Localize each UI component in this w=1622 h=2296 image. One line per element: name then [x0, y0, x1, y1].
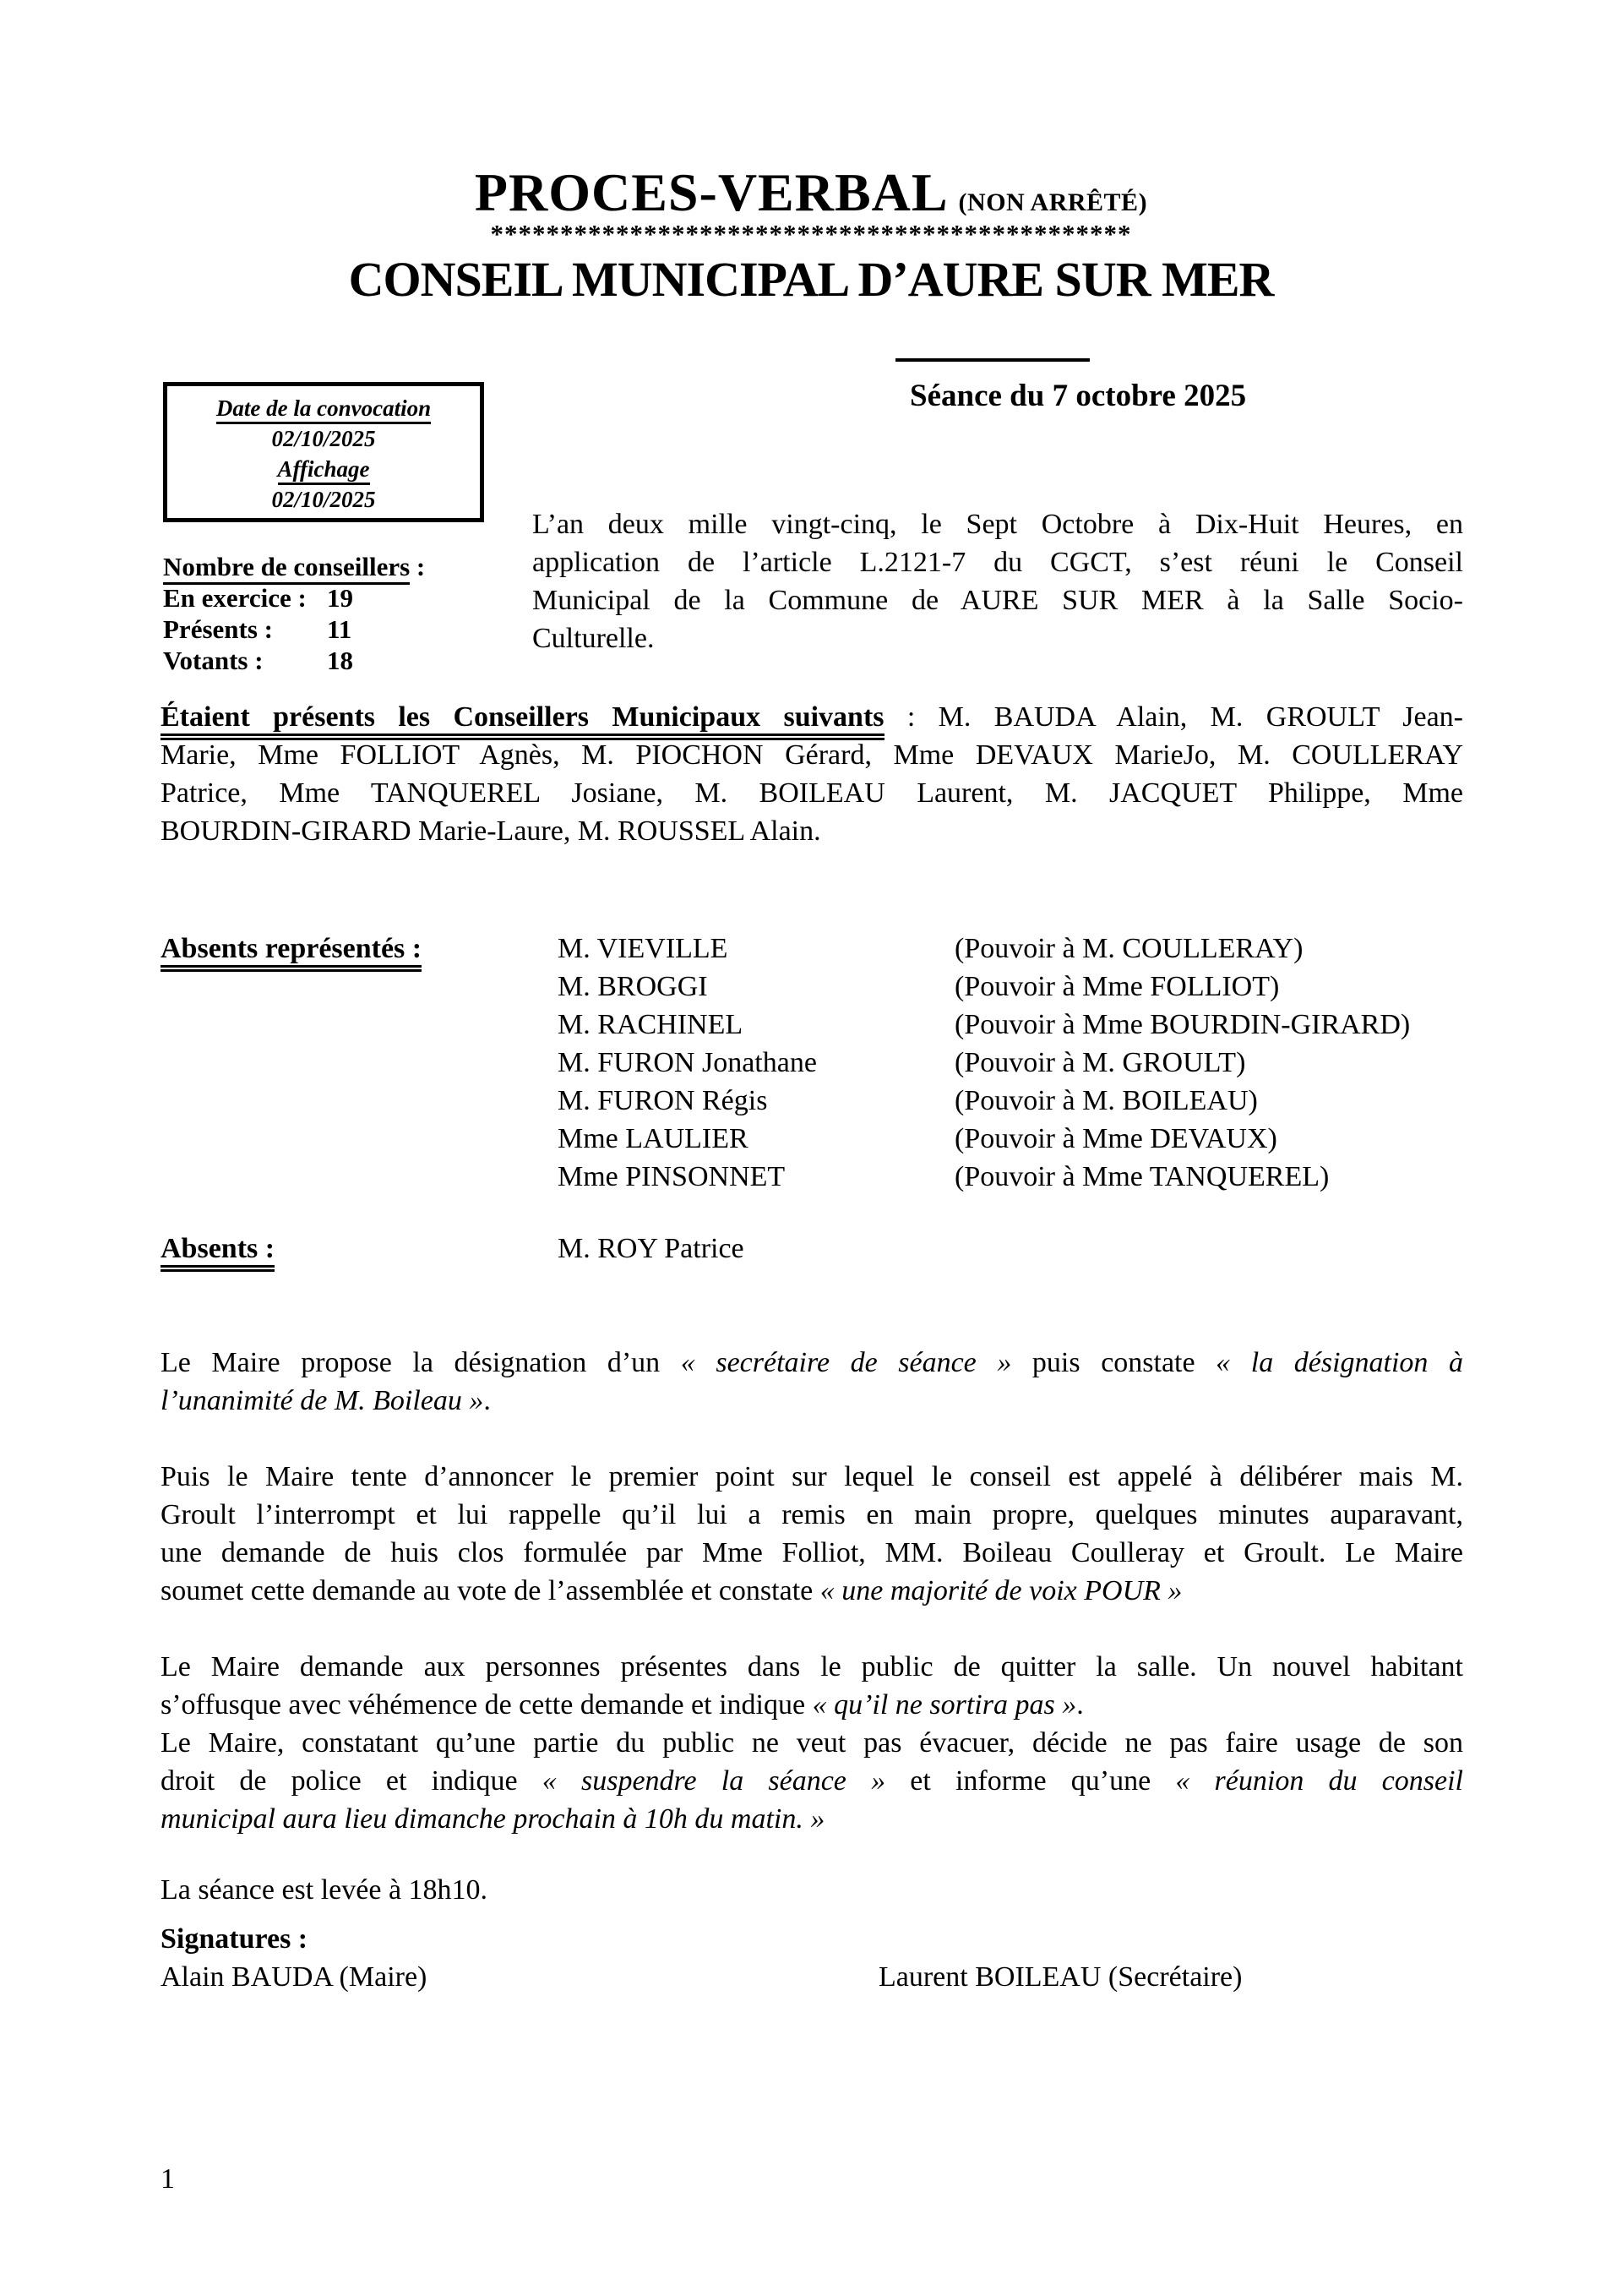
text-run: et informe qu’une [885, 1765, 1176, 1797]
counter-row-exercice [163, 582, 518, 614]
intro-paragraph [532, 505, 1463, 657]
quote-run: « qu’il ne sortira pas » [812, 1689, 1077, 1721]
represented-absents-heading-text: Absents représentés : [161, 933, 422, 972]
paragraph-line [161, 1762, 1463, 1800]
absent-name: M. RACHINEL [558, 1009, 743, 1040]
session-title: Séance du 7 octobre 2025 [910, 379, 1247, 413]
absent-name: M. FURON Jonathane [558, 1047, 817, 1078]
paragraph-line [161, 1382, 1463, 1420]
signatures-row [0, 1958, 1622, 1996]
counselors-heading-colon: : [410, 552, 426, 581]
absent-proxy: (Pouvoir à Mme BOURDIN-GIRARD) [955, 1009, 1411, 1040]
represented-absent-row [0, 1120, 1622, 1158]
counter-row-presents [163, 614, 518, 645]
absent-proxy: (Pouvoir à M. BOILEAU) [955, 1085, 1258, 1116]
text-run: puis constate [1011, 1347, 1216, 1378]
counter-row-votants [163, 645, 518, 676]
absent-name: M. FURON Régis [558, 1085, 768, 1116]
paragraph-public [161, 1648, 1463, 1724]
represented-absent-row [0, 1044, 1622, 1082]
absents-row [0, 1230, 1622, 1268]
absent-name: M. VIEVILLE [558, 933, 728, 964]
absent-proxy: (Pouvoir à Mme FOLLIOT) [955, 971, 1280, 1002]
present-members-names: : M. BAUDA Alain, M. GROULT Jean- [884, 701, 1463, 733]
page-number: 1 [161, 2163, 175, 2195]
document-subtitle: CONSEIL MUNICIPAL D’AURE SUR MER [348, 252, 1274, 307]
counselors-count-block [163, 551, 518, 676]
paragraph-line: municipal aura lieu dimanche prochain à 10h du matin. » [161, 1803, 825, 1835]
absent-name: Mme LAULIER [558, 1123, 748, 1154]
absent-name: Mme PINSONNET [558, 1161, 786, 1192]
convocation-box [163, 382, 484, 522]
convocation-date-value: 02/10/2025 [271, 426, 376, 451]
represented-absent-row [0, 930, 1622, 968]
intro-line: L’an deux mille vingt-cinq, le Sept Octobre à Dix-Huit Heures, en [532, 509, 1463, 540]
counter-value: 11 [327, 614, 352, 644]
absents-heading [161, 1230, 275, 1268]
title-note-text: (NON ARRÊTÉ) [958, 188, 1148, 216]
counter-value: 19 [327, 583, 353, 613]
paragraph-line [161, 1572, 1463, 1610]
absent-proxy: (Pouvoir à M. GROULT) [955, 1047, 1246, 1078]
intro-line: application de l’article L.2121-7 du CGCT, s’est réuni le Conseil [532, 547, 1463, 578]
signature-maire: Alain BAUDA (Maire) [161, 1961, 427, 1993]
paragraph-line: Puis le Maire tente d’annoncer le premier point sur lequel le conseil est appelé à délibérer mais M. [161, 1461, 1463, 1492]
represented-absent-row [0, 968, 1622, 1006]
quote-run: « secrétaire de séance » [680, 1347, 1012, 1378]
quote-run: l’unanimité de M. Boileau » [161, 1385, 484, 1416]
paragraph-line [161, 1686, 1463, 1724]
signatures-heading: Signatures : [161, 1923, 308, 1955]
absent-proxy: (Pouvoir à Mme TANQUEREL) [955, 1161, 1330, 1192]
quote-run: « une majorité de voix POUR » [819, 1575, 1183, 1606]
present-members-paragraph [161, 698, 1463, 850]
paragraph-suspension [161, 1724, 1463, 1838]
counter-value: 18 [327, 646, 353, 675]
present-members-line: Patrice, Mme TANQUEREL Josiane, M. BOILEAU Laurent, M. JACQUET Philippe, Mme [161, 777, 1463, 809]
paragraph-huis-clos [161, 1458, 1463, 1610]
affichage-label-text: Affichage [278, 456, 370, 485]
intro-line: Municipal de la Commune de AURE SUR MER à la Salle Socio- [532, 585, 1463, 616]
text-run: . [483, 1385, 491, 1416]
text-run: s’offusque avec véhémence de cette demande et indique [161, 1689, 813, 1721]
paragraph-line: une demande de huis clos formulée par Mme Folliot, MM. Boileau Coulleray et Groult. Le Maire [161, 1537, 1463, 1568]
absent-proxy: (Pouvoir à Mme DEVAUX) [955, 1123, 1277, 1154]
represented-absent-row [0, 1082, 1622, 1120]
present-members-heading: Étaient présents les Conseillers Municipaux suivants [161, 701, 884, 740]
counselors-heading-text: Nombre de conseillers [163, 552, 410, 585]
present-members-line: Marie, Mme FOLLIOT Agnès, M. PIOCHON Gérard, Mme DEVAUX MarieJo, M. COULLERAY [161, 739, 1463, 771]
text-run: soumet cette demande au vote de l’assemblée et constate [161, 1575, 820, 1606]
paragraph-line: Le Maire, constatant qu’une partie du public ne veut pas évacuer, décide ne pas faire usage de son [161, 1727, 1463, 1759]
text-run: droit de police et indique [161, 1765, 542, 1797]
intro-line: Culturelle. [532, 623, 655, 654]
convocation-date-label [167, 393, 480, 423]
document-title: PROCES-VERBAL [474, 162, 949, 222]
paragraph-line [161, 1344, 1463, 1382]
represented-absent-row [0, 1006, 1622, 1044]
paragraph-line: Le Maire demande aux personnes présentes dans le public de quitter la salle. Un nouvel habitant [161, 1651, 1463, 1682]
affichage-date-value: 02/10/2025 [271, 487, 376, 512]
quote-run: « suspendre la séance » [542, 1765, 886, 1797]
separator-stars: ********************************************** [490, 219, 1132, 248]
counselors-heading [163, 551, 518, 582]
quote-run: « réunion du conseil [1175, 1765, 1463, 1797]
absent-proxy: (Pouvoir à M. COULLERAY) [955, 933, 1304, 964]
represented-absent-row [0, 1158, 1622, 1196]
counter-label: En exercice : [163, 583, 307, 613]
signature-secretaire: Laurent BOILEAU (Secrétaire) [879, 1961, 1243, 1993]
present-members-line [161, 698, 1463, 736]
subtitle-rule [895, 358, 1090, 362]
convocation-date-label-text: Date de la convocation [216, 395, 431, 424]
present-members-line: BOURDIN-GIRARD Marie-Laure, M. ROUSSEL Alain. [161, 815, 821, 847]
text-run: Le Maire propose la désignation d’un [161, 1347, 681, 1378]
counter-label: Votants : [163, 646, 264, 675]
document-title-note [952, 188, 959, 216]
quote-run: « la désignation à [1216, 1347, 1464, 1378]
text-run: . [1076, 1689, 1084, 1721]
affichage-label [167, 454, 480, 484]
absent-name: M. ROY Patrice [558, 1233, 744, 1264]
paragraph-secretaire [161, 1344, 1463, 1420]
counter-label: Présents : [163, 614, 273, 644]
closing-statement: La séance est levée à 18h10. [161, 1874, 488, 1906]
absent-name: M. BROGGI [558, 971, 708, 1002]
paragraph-line: Groult l’interrompt et lui rappelle qu’il lui a remis en main propre, quelques minutes auparavant, [161, 1499, 1463, 1530]
absents-heading-text: Absents : [161, 1233, 275, 1272]
